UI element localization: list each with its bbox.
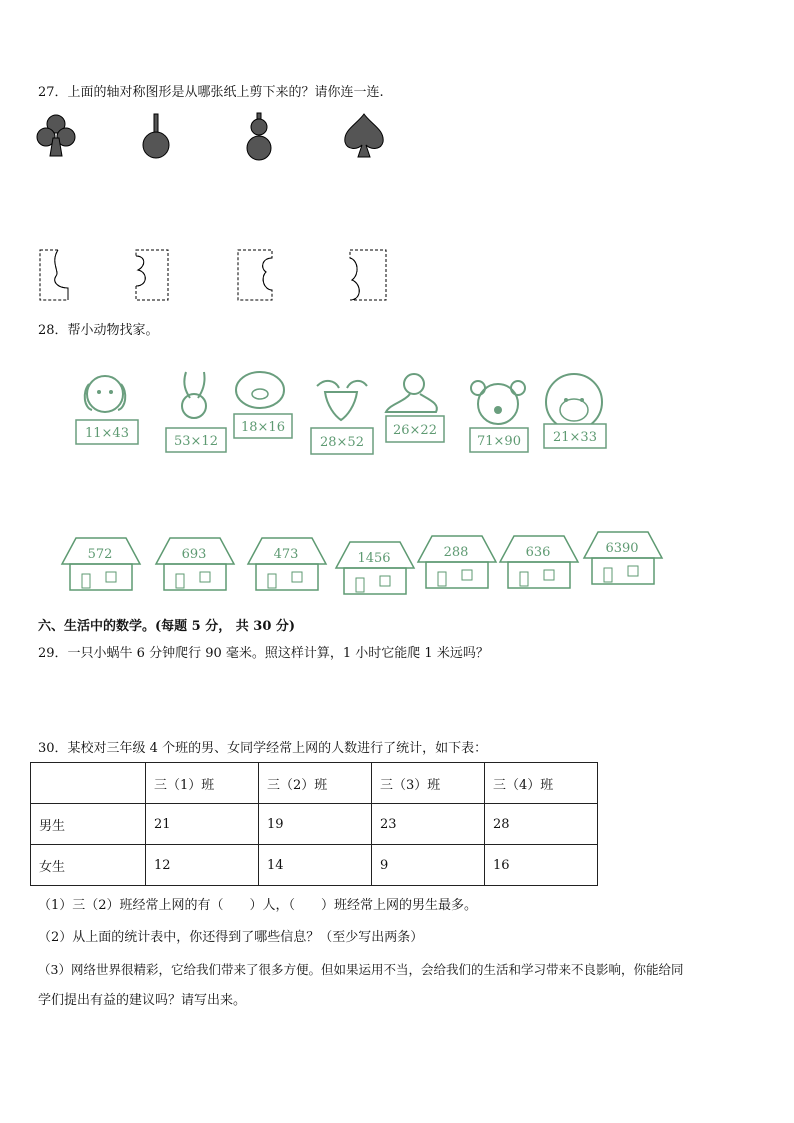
paper-1: [38, 248, 78, 304]
house-2: [154, 530, 236, 598]
table-cell: 9: [372, 845, 485, 886]
table-row: [31, 804, 598, 845]
table-header-cell: 三（1）班: [146, 763, 259, 804]
animal-rabbit: [162, 368, 232, 458]
animal-pig: [230, 366, 296, 448]
animal-pig-expr: 18×16: [241, 420, 285, 435]
animal-dog: [72, 368, 142, 452]
q30-sub1: （1）三（2）班经常上网的有（ ）人，（ ）班经常上网的男生最多。: [38, 898, 478, 913]
house-1: [60, 530, 142, 598]
house-2-number: 693: [181, 547, 207, 562]
animal-goat: [305, 376, 379, 462]
section6-heading: 六、生活中的数学。(每题 5 分， 共 30 分): [38, 619, 296, 634]
animal-monkey-expr: 21×33: [553, 430, 597, 445]
stat-table: [30, 762, 598, 886]
table-header-cell: 三（4）班: [485, 763, 598, 804]
house-5-number: 288: [443, 545, 469, 560]
house-4: [334, 534, 416, 602]
table-cell: 16: [485, 845, 598, 886]
q28-text: 28．帮小动物找家。: [38, 323, 159, 338]
animal-bear: [466, 376, 532, 460]
q29-text: 29．一只小蜗牛 6 分钟爬行 90 毫米。照这样计算，1 小时它能爬 1 米远吗？: [38, 646, 489, 661]
animal-monkey: [538, 370, 610, 456]
table-header-row: [31, 763, 598, 804]
q27-text: 27．上面的轴对称图形是从哪张纸上剪下来的？请你连一连.: [38, 85, 384, 100]
house-7-number: 6390: [605, 541, 639, 556]
house-6-number: 636: [525, 545, 551, 560]
animal-rabbit-expr: 53×12: [174, 434, 218, 449]
paper-3: [236, 248, 276, 304]
table-header-cell: 三（3）班: [372, 763, 485, 804]
house-4-number: 1456: [357, 551, 391, 566]
paper-2: [132, 248, 172, 304]
table-row-label: 男生: [31, 804, 146, 845]
animal-duck-expr: 26×22: [393, 423, 437, 438]
house-3: [246, 530, 328, 598]
animal-bear-expr: 71×90: [477, 434, 521, 449]
table-row-label: 女生: [31, 845, 146, 886]
key-shape: [141, 112, 171, 160]
table-cell: [31, 763, 146, 804]
table-cell: 14: [259, 845, 372, 886]
q30-text: 30．某校对三年级 4 个班的男、女同学经常上网的人数进行了统计，如下表：: [38, 741, 488, 756]
house-6: [498, 528, 580, 596]
table-row: [31, 845, 598, 886]
q30-sub3-line1: （3）网络世界很精彩，它给我们带来了很多方便。但如果运用不当，会给我们的生活和学习带来不良影响，你能给同: [38, 962, 684, 977]
animal-duck: [380, 370, 448, 450]
club-shape: [36, 112, 76, 160]
gourd-shape: [244, 112, 274, 162]
house-5: [416, 528, 498, 596]
animal-goat-expr: 28×52: [320, 435, 364, 450]
animal-dog-expr: 11×43: [85, 426, 129, 441]
table-header-cell: 三（2）班: [259, 763, 372, 804]
table-cell: 23: [372, 804, 485, 845]
house-3-number: 473: [273, 547, 299, 562]
q30-sub2: （2）从上面的统计表中，你还得到了哪些信息？（至少写出两条）: [38, 930, 424, 945]
table-cell: 21: [146, 804, 259, 845]
table-cell: 28: [485, 804, 598, 845]
house-7: [582, 524, 664, 592]
house-1-number: 572: [87, 547, 113, 562]
table-cell: 12: [146, 845, 259, 886]
table-cell: 19: [259, 804, 372, 845]
q30-sub3-line2: 学们提出有益的建议吗？请写出来。: [38, 993, 247, 1008]
spade-shape: [341, 112, 387, 160]
paper-4: [346, 248, 390, 304]
